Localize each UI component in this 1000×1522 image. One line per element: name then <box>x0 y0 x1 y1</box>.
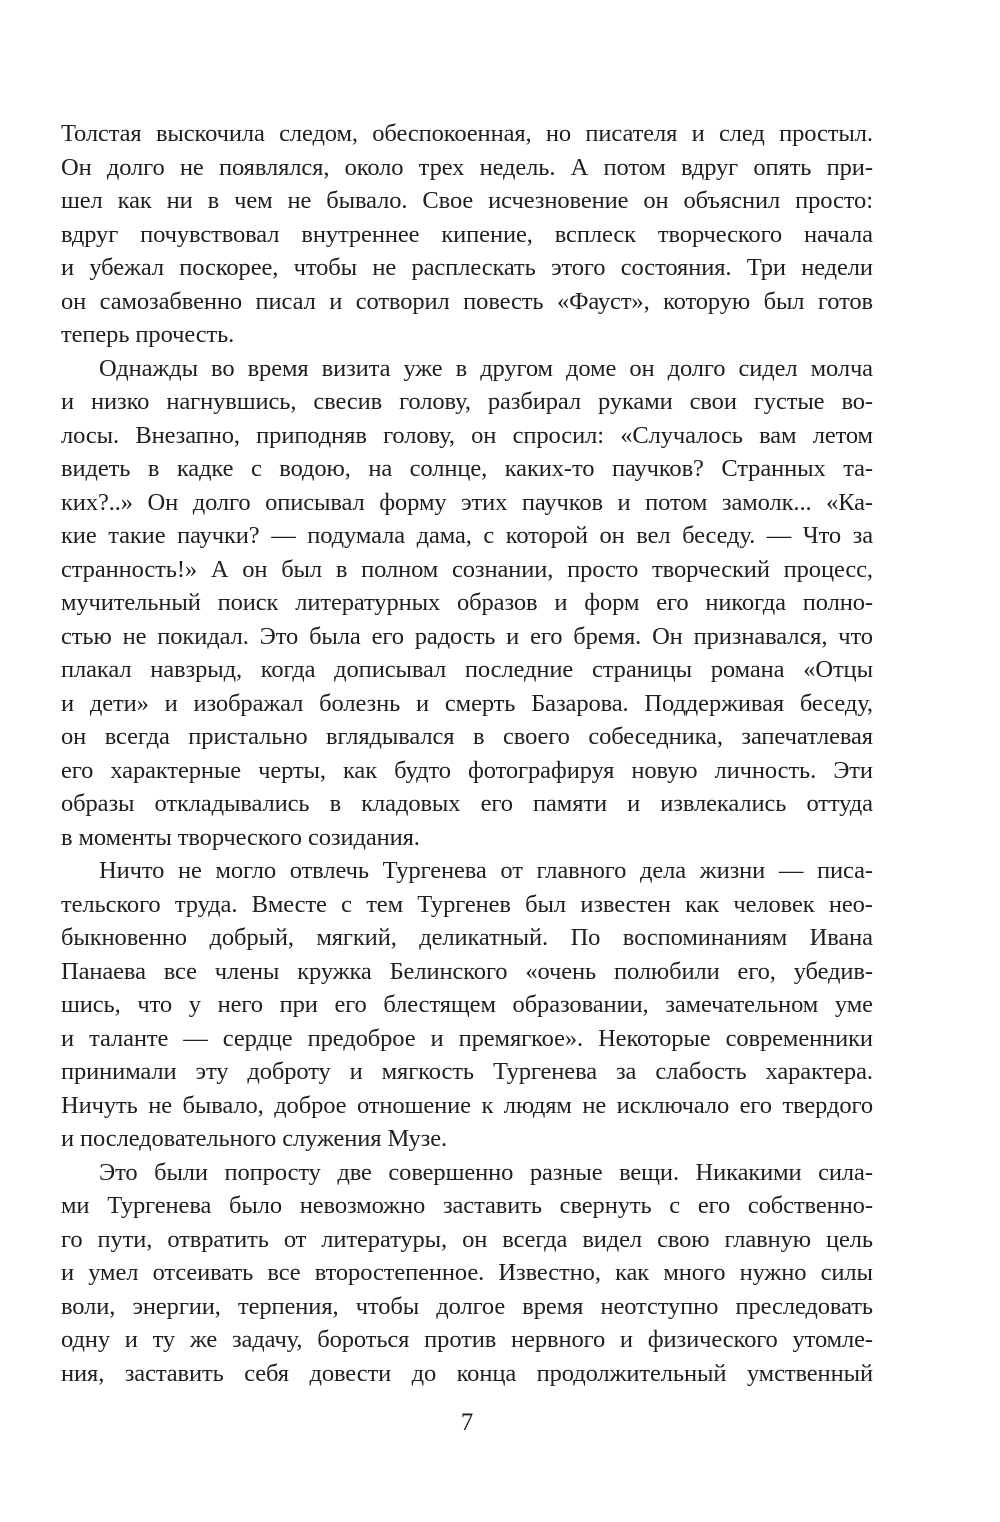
text-line: он всегда пристально вглядывался в своего собеседника, запечатлевая <box>61 723 873 750</box>
text-line: мучительный поиск литературных образов и форм его никогда полно- <box>61 589 873 616</box>
text-line: в моменты творческого созидания. <box>61 823 420 851</box>
text-line: шись, что у него при его блестящем образовании, замечательном уме <box>61 991 873 1018</box>
text-line: и умел отсеивать все второстепенное. Известно, как много нужно силы <box>61 1259 873 1286</box>
text-line: принимали эту доброту и мягкость Тургенева за слабость характера. <box>61 1058 873 1085</box>
text-line: и низко нагнувшись, свесив голову, разбирал руками свои густые во- <box>61 388 873 415</box>
text-line: лосы. Внезапно, приподняв голову, он спросил: «Случалось вам летом <box>61 421 873 449</box>
text-line: стью не покидал. Это была его радость и его бремя. Он признавался, что <box>61 622 873 650</box>
text-line: вдруг почувствовал внутреннее кипение, всплеск творческого начала <box>61 220 873 248</box>
text-line: он самозабвенно писал и сотворил повесть «Фауст», которую был готов <box>61 287 873 315</box>
text-line: Однажды во время визита уже в другом доме он долго сидел молча <box>99 354 873 382</box>
text-line: Панаева все члены кружка Белинского «очень полюбили его, убедив- <box>61 957 873 985</box>
text-line: одну и ту же задачу, бороться против нервного и физического утомле- <box>61 1326 873 1353</box>
text-line: Ничто не могло отвлечь Тургенева от главного дела жизни — писа- <box>99 857 873 884</box>
text-line: го пути, отвратить от литературы, он всегда видел свою главную цель <box>61 1225 873 1253</box>
text-line: образы откладывались в кладовых его памяти и извлекались оттуда <box>61 790 873 817</box>
page-text <box>61 117 873 1390</box>
text-line: ния, заставить себя довести до конца продолжительный умственный <box>61 1359 873 1387</box>
text-line: теперь прочесть. <box>61 321 235 348</box>
text-line: шел как ни в чем не бывало. Свое исчезновение он объяснил просто: <box>61 187 873 214</box>
text-line: плакал навзрыд, когда дописывал последние страницы романа «Отцы <box>61 656 873 683</box>
text-line: видеть в кадке с водою, на солнце, каких-то паучков? Странных та- <box>61 455 873 482</box>
paragraph <box>61 352 873 855</box>
paragraph <box>61 117 873 352</box>
text-line: и таланте — сердце предоброе и премягкое». Некоторые современники <box>61 1024 873 1052</box>
text-line: Ничуть не бывало, доброе отношение к людям не исключало его твердого <box>61 1091 873 1119</box>
text-line: Это были попросту две совершенно разные вещи. Никакими сила- <box>99 1158 873 1186</box>
text-line: странность!» А он был в полном сознании, просто творческий процесс, <box>61 555 873 583</box>
text-line: воли, энергии, терпения, чтобы долгое время неотступно преследовать <box>61 1292 873 1320</box>
text-line: кие такие паучки? — подумала дама, с которой он вел беседу. — Что за <box>61 522 873 549</box>
text-line: ми Тургенева было невозможно заставить свернуть с его собственно- <box>61 1192 873 1219</box>
paragraph <box>61 854 873 1156</box>
text-line: ких?..» Он долго описывал форму этих паучков и потом замолк... «Ка- <box>61 488 873 516</box>
text-line: тельского труда. Вместе с тем Тургенев был известен как человек нео- <box>61 890 873 918</box>
text-line: Он долго не появлялся, около трех недель. А потом вдруг опять при- <box>61 153 873 181</box>
text-line: и убежал поскорее, чтобы не расплескать этого состояния. Три недели <box>61 254 873 281</box>
paragraph <box>61 1156 873 1391</box>
text-line: его характерные черты, как будто фотографируя новую личность. Эти <box>61 756 873 784</box>
text-line: и дети» и изображал болезнь и смерть Базарова. Поддерживая беседу, <box>61 689 873 717</box>
text-line: и последовательного служения Музе. <box>61 1125 448 1152</box>
page-number: 7 <box>460 1409 474 1436</box>
text-line: быкновенно добрый, мягкий, деликатный. По воспоминаниям Ивана <box>61 924 873 951</box>
text-line: Толстая выскочила следом, обеспокоенная, но писателя и след простыл. <box>61 120 873 147</box>
